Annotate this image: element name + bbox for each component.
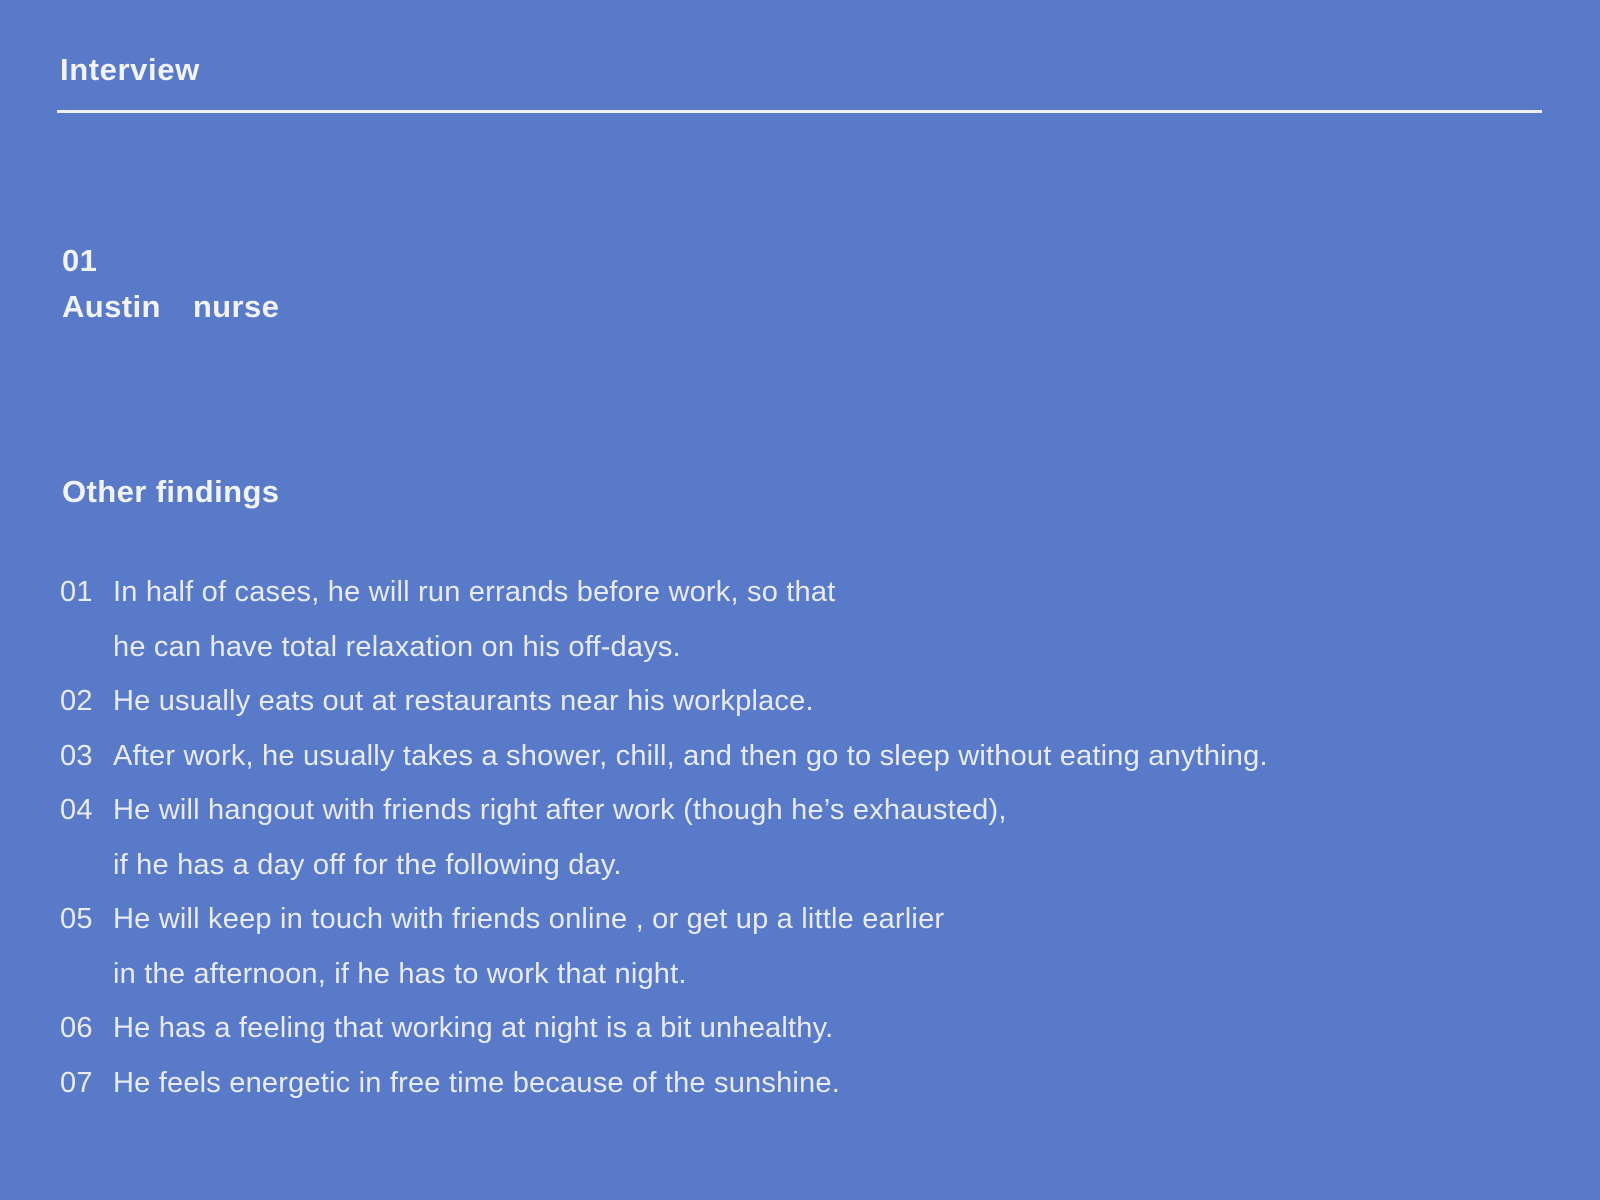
finding-number: 07 bbox=[60, 1066, 93, 1099]
finding-text bbox=[113, 1001, 1550, 1056]
finding-text bbox=[113, 892, 1550, 1001]
finding-item bbox=[60, 565, 1550, 674]
finding-number: 04 bbox=[60, 794, 93, 826]
finding-text bbox=[113, 674, 1550, 729]
finding-number: 06 bbox=[60, 1012, 93, 1044]
finding-number: 05 bbox=[60, 903, 93, 935]
finding-line: in the afternoon, if he has to work that night. bbox=[113, 957, 687, 990]
section-subject: Austin bbox=[62, 289, 161, 324]
finding-line: He usually eats out at restaurants near his workplace. bbox=[113, 685, 814, 717]
finding-number: 03 bbox=[60, 739, 93, 772]
finding-item bbox=[60, 892, 1550, 1001]
finding-item bbox=[60, 1001, 1550, 1056]
header-divider bbox=[57, 110, 1542, 113]
finding-number: 01 bbox=[60, 576, 93, 608]
section-number: 01 bbox=[62, 243, 98, 278]
finding-line: He will keep in touch with friends online , or get up a little earlier bbox=[113, 903, 945, 935]
finding-item bbox=[60, 783, 1550, 892]
finding-line: After work, he usually takes a shower, chill, and then go to sleep without eating anything. bbox=[113, 739, 1268, 772]
finding-number: 02 bbox=[60, 685, 93, 717]
findings-heading: Other findings bbox=[62, 474, 280, 509]
section-subject-row bbox=[62, 284, 279, 330]
section-role: nurse bbox=[192, 289, 280, 324]
finding-text bbox=[113, 729, 1550, 784]
finding-line: In half of cases, he will run errands before work, so that bbox=[113, 576, 836, 608]
findings-list bbox=[60, 565, 1550, 1110]
finding-text bbox=[113, 783, 1550, 892]
finding-item bbox=[60, 1056, 1550, 1111]
finding-line: He feels energetic in free time because of the sunshine. bbox=[113, 1066, 840, 1099]
finding-item bbox=[60, 674, 1550, 729]
finding-line: he can have total relaxation on his off-days. bbox=[113, 630, 681, 663]
page-title: Interview bbox=[60, 52, 200, 87]
section-block bbox=[62, 238, 279, 330]
finding-item bbox=[60, 729, 1550, 784]
finding-line: He has a feeling that working at night is a bit unhealthy. bbox=[113, 1012, 834, 1044]
finding-text bbox=[113, 565, 1550, 674]
finding-line: He will hangout with friends right after work (though he’s exhausted), bbox=[113, 794, 1007, 826]
finding-text bbox=[113, 1056, 1550, 1111]
finding-line: if he has a day off for the following day. bbox=[113, 848, 622, 881]
